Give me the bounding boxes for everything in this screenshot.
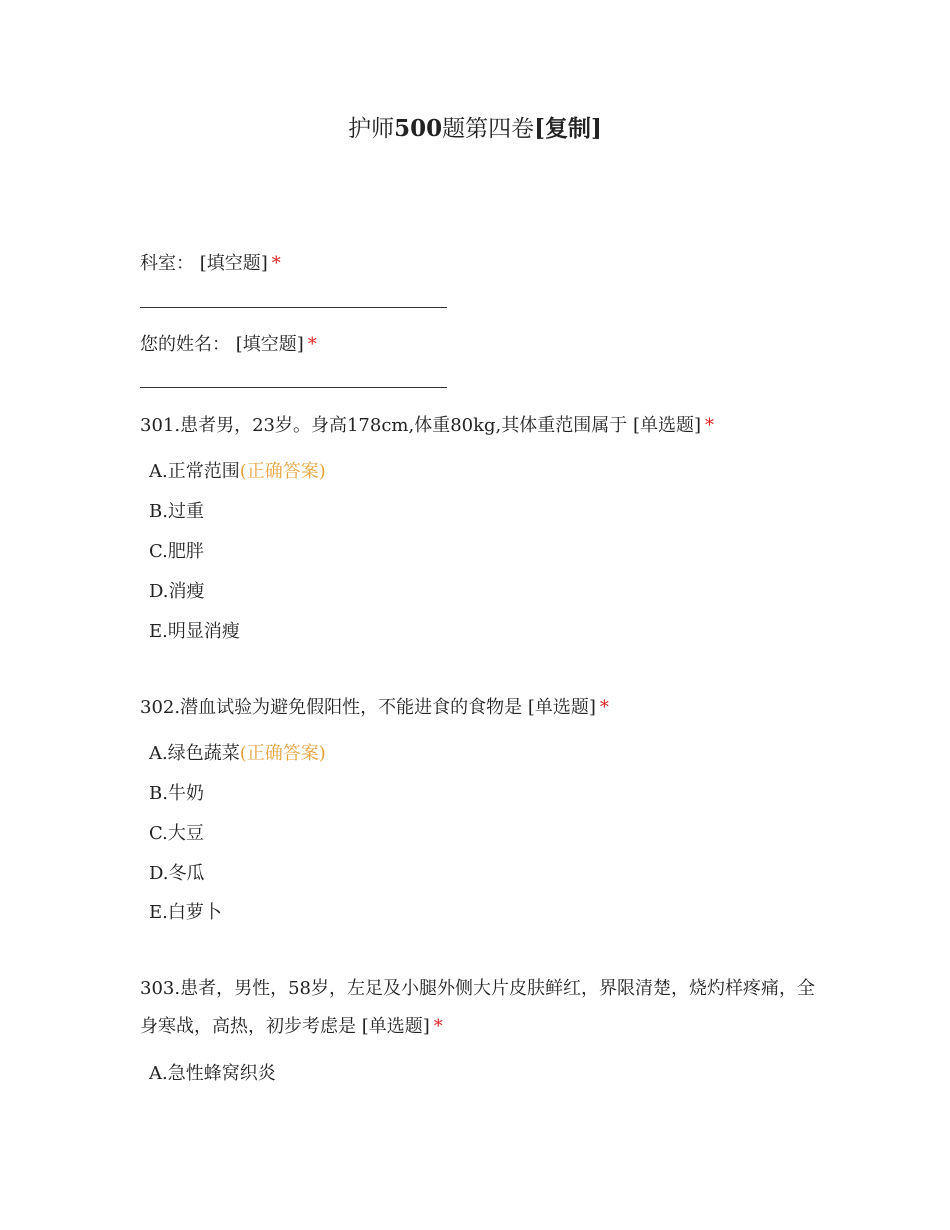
question-text: 302.潜血试验为避免假阳性，不能进食的食物是	[140, 697, 523, 718]
option-label: E.白萝卜	[149, 902, 222, 923]
question-301	[140, 415, 714, 437]
name-input-line[interactable]	[140, 387, 447, 388]
option-301-a[interactable]	[149, 461, 326, 483]
option-301-b[interactable]	[149, 501, 204, 523]
required-mark: *	[271, 253, 281, 274]
option-label: B.牛奶	[149, 783, 204, 804]
required-mark: *	[307, 334, 317, 355]
correct-answer-mark: (正确答案)	[239, 743, 326, 764]
question-text: 303.患者，男性，58岁，左足及小腿外侧大片皮肤鲜红，界限清楚，烧灼样疼痛，全身寒战，高热，初步考虑是	[140, 978, 815, 1037]
option-label: A.急性蜂窝织炎	[149, 1063, 276, 1084]
option-302-e[interactable]	[149, 902, 222, 924]
option-label: D.消瘦	[149, 581, 205, 602]
field-label: 科室：	[140, 253, 194, 274]
title-number: 500	[394, 115, 443, 142]
option-label: C.肥胖	[149, 541, 204, 562]
option-302-d[interactable]	[149, 863, 205, 885]
field-department-label	[140, 253, 281, 275]
page-title	[0, 110, 950, 143]
title-part2: 题第四卷	[442, 116, 535, 142]
option-302-a[interactable]	[149, 743, 326, 765]
required-mark: *	[599, 697, 609, 718]
option-301-e[interactable]	[149, 621, 240, 643]
option-301-d[interactable]	[149, 581, 205, 603]
question-text: 301.患者男，23岁。身高178cm,体重80kg,其体重范围属于	[140, 415, 628, 436]
question-type: [单选题]	[527, 697, 596, 718]
option-label: B.过重	[149, 501, 204, 522]
field-name-label	[140, 334, 317, 356]
option-label: D.冬瓜	[149, 863, 205, 884]
question-302	[140, 697, 609, 719]
option-label: C.大豆	[149, 823, 204, 844]
department-input-line[interactable]	[140, 307, 447, 308]
question-303	[140, 970, 820, 1046]
option-303-a[interactable]	[149, 1063, 276, 1085]
field-type: [填空题]	[199, 253, 268, 274]
option-label: A.绿色蔬菜	[149, 743, 240, 764]
correct-answer-mark: (正确答案)	[239, 461, 326, 482]
option-301-c[interactable]	[149, 541, 204, 563]
field-label: 您的姓名：	[140, 334, 230, 355]
title-tag: [复制]	[534, 115, 602, 142]
required-mark: *	[705, 415, 715, 436]
field-type: [填空题]	[235, 334, 304, 355]
option-302-c[interactable]	[149, 823, 204, 845]
required-mark: *	[433, 1016, 443, 1037]
question-type: [单选题]	[361, 1016, 430, 1037]
title-part1: 护师	[348, 116, 395, 142]
option-label: E.明显消瘦	[149, 621, 240, 642]
option-label: A.正常范围	[149, 461, 240, 482]
option-302-b[interactable]	[149, 783, 204, 805]
question-type: [单选题]	[633, 415, 702, 436]
